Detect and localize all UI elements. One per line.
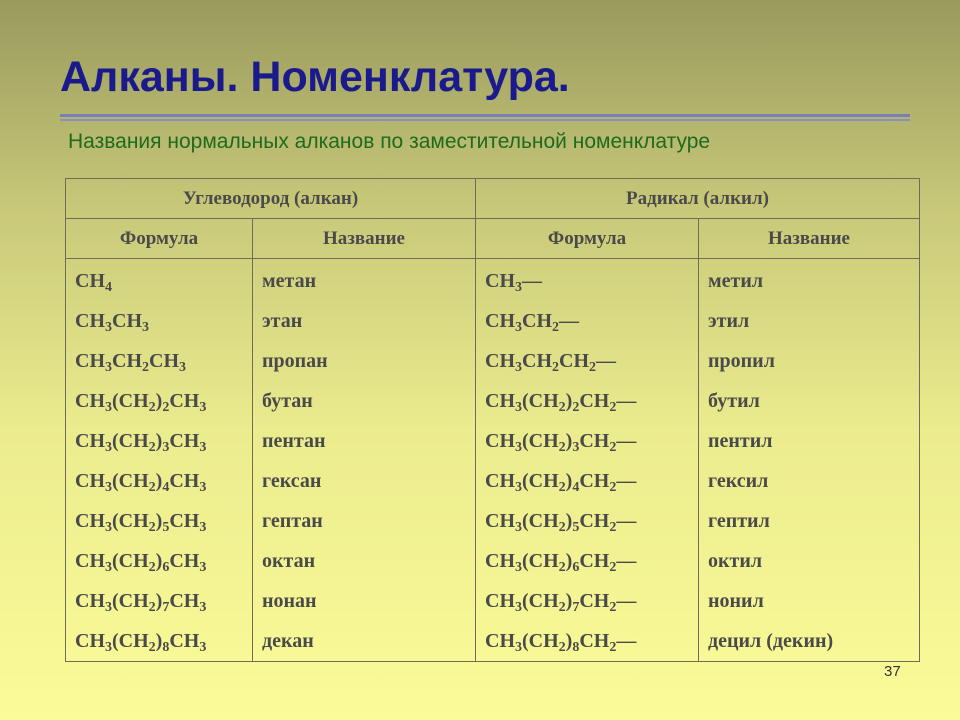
formula-subscript: 2 bbox=[558, 439, 566, 455]
formula-text: ) bbox=[565, 589, 573, 612]
alkane-name-cell: этан bbox=[253, 301, 476, 341]
formula-text: (CH bbox=[522, 469, 559, 492]
formula-text: CH bbox=[169, 589, 200, 612]
formula-subscript: 5 bbox=[572, 519, 580, 535]
column-header-row bbox=[66, 219, 920, 259]
table-row bbox=[66, 421, 920, 461]
group-header-alkane: Углеводород (алкан) bbox=[66, 179, 476, 219]
formula-subscript: 3 bbox=[199, 639, 207, 655]
formula-text: — bbox=[616, 629, 637, 652]
formula-text: CH bbox=[579, 589, 610, 612]
formula-text: CH bbox=[485, 629, 515, 652]
alkane-formula-cell bbox=[66, 501, 253, 541]
formula-text: CH bbox=[75, 509, 105, 532]
formula-text: CH bbox=[169, 469, 200, 492]
formula-text: CH bbox=[75, 309, 105, 332]
formula-text: CH bbox=[485, 589, 515, 612]
formula-text: CH bbox=[485, 469, 515, 492]
formula-text: CH bbox=[522, 309, 552, 332]
alkane-formula-cell bbox=[66, 621, 253, 662]
formula-subscript: 2 bbox=[609, 599, 617, 615]
alkane-formula-cell bbox=[66, 301, 253, 341]
formula-text: — bbox=[616, 429, 637, 452]
formula-subscript: 2 bbox=[609, 639, 617, 655]
formula-text: CH bbox=[579, 429, 610, 452]
table-row bbox=[66, 621, 920, 662]
formula-text: — bbox=[596, 349, 616, 372]
formula-text: — bbox=[616, 389, 637, 412]
formula-subscript: 3 bbox=[515, 359, 522, 375]
formula-subscript: 3 bbox=[515, 639, 522, 655]
alkane-name-cell: нонан bbox=[253, 581, 476, 621]
alkane-formula-cell bbox=[66, 421, 253, 461]
radical-formula-cell bbox=[476, 259, 699, 302]
alkane-name-cell: октан bbox=[253, 541, 476, 581]
formula-text: (CH bbox=[522, 589, 559, 612]
formula-subscript: 2 bbox=[148, 479, 156, 495]
column-header-alkane-formula: Формула bbox=[66, 219, 253, 259]
formula-subscript: 2 bbox=[148, 559, 156, 575]
radical-formula-cell bbox=[476, 581, 699, 621]
formula-subscript: 3 bbox=[142, 319, 149, 335]
formula-subscript: 2 bbox=[148, 639, 156, 655]
formula-subscript: 2 bbox=[558, 599, 566, 615]
formula-subscript: 2 bbox=[572, 399, 580, 415]
formula-subscript: 3 bbox=[162, 439, 170, 455]
formula-text: — bbox=[616, 589, 637, 612]
title-divider-thin bbox=[60, 119, 910, 121]
formula-text: CH bbox=[579, 389, 610, 412]
formula-subscript: 2 bbox=[162, 399, 170, 415]
formula-subscript: 8 bbox=[162, 639, 170, 655]
formula-text: (CH bbox=[112, 389, 149, 412]
radical-formula-cell bbox=[476, 341, 699, 381]
formula-subscript: 2 bbox=[552, 359, 559, 375]
radical-name-cell: нонил bbox=[699, 581, 920, 621]
radical-name-cell: гептил bbox=[699, 501, 920, 541]
table-row bbox=[66, 461, 920, 501]
formula-text: (CH bbox=[522, 429, 559, 452]
radical-formula-cell bbox=[476, 421, 699, 461]
formula-text: CH bbox=[75, 629, 105, 652]
formula-subscript: 5 bbox=[162, 519, 170, 535]
formula-text: CH bbox=[169, 549, 200, 572]
formula-text: — bbox=[559, 309, 579, 332]
formula-subscript: 3 bbox=[515, 479, 522, 495]
formula-subscript: 3 bbox=[199, 559, 207, 575]
formula-text: CH bbox=[579, 629, 610, 652]
formula-text: CH bbox=[75, 349, 105, 372]
formula-text: ) bbox=[155, 509, 163, 532]
formula-subscript: 2 bbox=[609, 479, 617, 495]
formula-text: CH bbox=[485, 349, 515, 372]
radical-formula-cell bbox=[476, 541, 699, 581]
formula-text: ) bbox=[155, 429, 163, 452]
title-divider bbox=[60, 114, 910, 117]
formula-subscript: 2 bbox=[558, 519, 566, 535]
formula-text: CH bbox=[112, 309, 142, 332]
formula-subscript: 2 bbox=[558, 559, 566, 575]
formula-subscript: 3 bbox=[515, 599, 522, 615]
table-row bbox=[66, 301, 920, 341]
formula-subscript: 3 bbox=[105, 559, 112, 575]
formula-text: ) bbox=[565, 509, 573, 532]
formula-text: — bbox=[616, 469, 637, 492]
formula-subscript: 6 bbox=[572, 559, 580, 575]
formula-subscript: 3 bbox=[515, 439, 522, 455]
formula-text: (CH bbox=[522, 509, 559, 532]
radical-formula-cell bbox=[476, 621, 699, 662]
formula-text: (CH bbox=[112, 589, 149, 612]
radical-formula-cell bbox=[476, 461, 699, 501]
slide-title: Алканы. Номенклатура. bbox=[60, 53, 570, 101]
formula-subscript: 3 bbox=[199, 479, 207, 495]
formula-text: CH bbox=[485, 389, 515, 412]
formula-text: CH bbox=[522, 349, 552, 372]
alkane-name-cell: бутан bbox=[253, 381, 476, 421]
alkane-name-cell: метан bbox=[253, 259, 476, 302]
formula-text: (CH bbox=[112, 469, 149, 492]
formula-subscript: 2 bbox=[609, 519, 617, 535]
alkane-formula-cell bbox=[66, 461, 253, 501]
formula-subscript: 8 bbox=[572, 639, 580, 655]
column-header-radical-formula: Формула bbox=[476, 219, 699, 259]
formula-text: ) bbox=[565, 429, 573, 452]
table-body bbox=[66, 259, 920, 662]
formula-text: CH bbox=[75, 549, 105, 572]
formula-subscript: 3 bbox=[515, 279, 522, 295]
formula-text: CH bbox=[75, 389, 105, 412]
table-row bbox=[66, 541, 920, 581]
radical-name-cell: децил (декин) bbox=[699, 621, 920, 662]
formula-subscript: 3 bbox=[199, 599, 207, 615]
formula-subscript: 2 bbox=[148, 439, 156, 455]
formula-text: ) bbox=[565, 389, 573, 412]
formula-subscript: 2 bbox=[558, 639, 566, 655]
formula-text: CH bbox=[75, 429, 105, 452]
formula-text: ) bbox=[155, 589, 163, 612]
formula-text: (CH bbox=[522, 389, 559, 412]
formula-text: CH bbox=[169, 429, 200, 452]
formula-subscript: 2 bbox=[148, 599, 156, 615]
formula-text: CH bbox=[485, 309, 515, 332]
formula-subscript: 3 bbox=[515, 399, 522, 415]
formula-subscript: 3 bbox=[515, 519, 522, 535]
alkane-name-cell: декан bbox=[253, 621, 476, 662]
formula-text: CH bbox=[169, 629, 200, 652]
formula-text: CH bbox=[485, 509, 515, 532]
table-row bbox=[66, 259, 920, 302]
slide-subtitle: Названия нормальных алканов по заместительной номенклатуре bbox=[68, 130, 711, 153]
formula-subscript: 2 bbox=[589, 359, 596, 375]
formula-subscript: 4 bbox=[572, 479, 580, 495]
formula-subscript: 3 bbox=[105, 399, 112, 415]
formula-subscript: 2 bbox=[609, 439, 617, 455]
formula-text: (CH bbox=[522, 549, 559, 572]
alkane-name-cell: гексан bbox=[253, 461, 476, 501]
formula-text: — bbox=[616, 509, 637, 532]
radical-name-cell: бутил bbox=[699, 381, 920, 421]
radical-name-cell: октил bbox=[699, 541, 920, 581]
alkane-formula-cell bbox=[66, 259, 253, 302]
radical-name-cell: пропил bbox=[699, 341, 920, 381]
alkane-formula-cell bbox=[66, 581, 253, 621]
radical-formula-cell bbox=[476, 381, 699, 421]
alkane-formula-cell bbox=[66, 381, 253, 421]
alkane-formula-cell bbox=[66, 541, 253, 581]
formula-subscript: 2 bbox=[142, 359, 149, 375]
radical-name-cell: этил bbox=[699, 301, 920, 341]
formula-subscript: 2 bbox=[552, 319, 559, 335]
formula-text: ) bbox=[565, 549, 573, 572]
formula-subscript: 6 bbox=[162, 559, 170, 575]
formula-subscript: 2 bbox=[609, 559, 617, 575]
table-row bbox=[66, 341, 920, 381]
formula-subscript: 3 bbox=[105, 599, 112, 615]
formula-text: CH bbox=[485, 429, 515, 452]
radical-formula-cell bbox=[476, 501, 699, 541]
table-row bbox=[66, 581, 920, 621]
formula-subscript: 2 bbox=[148, 399, 156, 415]
formula-text: CH bbox=[149, 349, 179, 372]
page-number: 37 bbox=[884, 663, 901, 680]
column-header-alkane-name: Название bbox=[253, 219, 476, 259]
formula-subscript: 3 bbox=[105, 319, 112, 335]
formula-text: (CH bbox=[112, 629, 149, 652]
alkane-formula-cell bbox=[66, 341, 253, 381]
formula-text: (CH bbox=[112, 509, 149, 532]
formula-subscript: 2 bbox=[558, 479, 566, 495]
formula-text: CH bbox=[579, 469, 610, 492]
alkane-name-cell: пропан bbox=[253, 341, 476, 381]
formula-subscript: 3 bbox=[572, 439, 580, 455]
formula-subscript: 7 bbox=[572, 599, 580, 615]
formula-subscript: 3 bbox=[105, 479, 112, 495]
formula-subscript: 3 bbox=[105, 439, 112, 455]
formula-text: CH bbox=[75, 589, 105, 612]
formula-subscript: 3 bbox=[515, 319, 522, 335]
formula-subscript: 3 bbox=[105, 519, 112, 535]
formula-subscript: 7 bbox=[162, 599, 170, 615]
formula-text: CH bbox=[559, 349, 589, 372]
formula-text: ) bbox=[565, 469, 573, 492]
formula-text: ) bbox=[155, 389, 163, 412]
radical-name-cell: гексил bbox=[699, 461, 920, 501]
nomenclature-table bbox=[65, 178, 920, 662]
column-header-radical-name: Название bbox=[699, 219, 920, 259]
formula-text: ) bbox=[155, 629, 163, 652]
radical-name-cell: метил bbox=[699, 259, 920, 302]
formula-subscript: 2 bbox=[148, 519, 156, 535]
formula-text: — bbox=[522, 269, 542, 292]
formula-text: (CH bbox=[112, 549, 149, 572]
formula-text: CH bbox=[169, 509, 200, 532]
formula-subscript: 3 bbox=[199, 519, 207, 535]
formula-subscript: 3 bbox=[199, 439, 207, 455]
radical-formula-cell bbox=[476, 301, 699, 341]
formula-subscript: 3 bbox=[515, 559, 522, 575]
formula-text: (CH bbox=[112, 429, 149, 452]
formula-subscript: 4 bbox=[105, 279, 112, 295]
formula-text: ) bbox=[155, 469, 163, 492]
formula-text: CH bbox=[485, 549, 515, 572]
formula-text: — bbox=[616, 549, 637, 572]
formula-subscript: 3 bbox=[179, 359, 186, 375]
formula-text: CH bbox=[579, 549, 610, 572]
formula-text: (CH bbox=[522, 629, 559, 652]
formula-subscript: 3 bbox=[105, 639, 112, 655]
group-header-row bbox=[66, 179, 920, 219]
formula-text: CH bbox=[112, 349, 142, 372]
formula-text: CH bbox=[75, 269, 105, 292]
formula-subscript: 2 bbox=[558, 399, 566, 415]
radical-name-cell: пентил bbox=[699, 421, 920, 461]
formula-subscript: 3 bbox=[199, 399, 207, 415]
formula-text: ) bbox=[565, 629, 573, 652]
formula-text: CH bbox=[75, 469, 105, 492]
group-header-radical: Радикал (алкил) bbox=[476, 179, 920, 219]
table-row bbox=[66, 501, 920, 541]
formula-subscript: 4 bbox=[162, 479, 170, 495]
formula-subscript: 3 bbox=[105, 359, 112, 375]
formula-text: CH bbox=[485, 269, 515, 292]
formula-text: CH bbox=[169, 389, 200, 412]
formula-text: CH bbox=[579, 509, 610, 532]
alkane-name-cell: пентан bbox=[253, 421, 476, 461]
table-row bbox=[66, 381, 920, 421]
formula-text: ) bbox=[155, 549, 163, 572]
alkane-name-cell: гептан bbox=[253, 501, 476, 541]
formula-subscript: 2 bbox=[609, 399, 617, 415]
